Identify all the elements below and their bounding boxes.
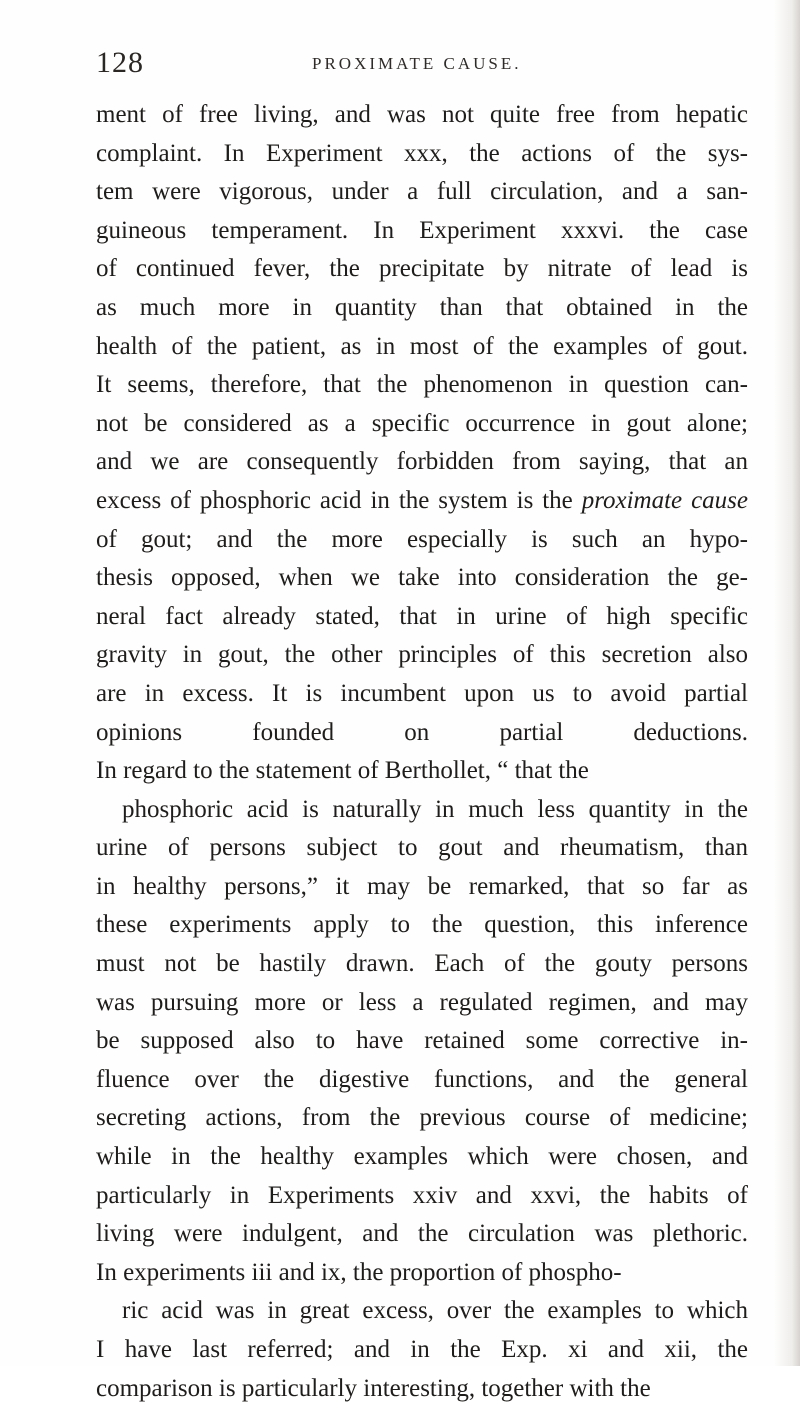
text-line: of continued fever, the precipitate by nitrate of lead is	[96, 255, 748, 283]
text-line: be supposed also to have retained some corrective in-	[96, 1027, 748, 1055]
text-line: these experiments apply to the question, this inference	[96, 911, 748, 939]
text-line: in healthy persons,” it may be remarked, that so far as	[96, 872, 748, 900]
text-line: ment of free living, and was not quite free from hepatic	[96, 101, 748, 128]
text-line: and we are consequently forbidden from saying, that an	[96, 448, 748, 476]
page-header	[96, 46, 736, 86]
paragraph-start-line: phosphoric acid is naturally in much less quantity in the	[122, 795, 748, 823]
text-line: opinions founded on partial deductions.	[96, 718, 748, 746]
text-line: neral fact already stated, that in urine of high specific	[96, 602, 748, 630]
text-line: not be considered as a specific occurrence in gout alone;	[96, 409, 748, 437]
text-line: of gout; and the more especially is such an hypo-	[96, 525, 748, 553]
text-line: health of the patient, as in most of the examples of gout.	[96, 332, 748, 360]
running-head: PROXIMATE CAUSE.	[312, 54, 522, 73]
text-line: while in the healthy examples which were chosen, and	[96, 1143, 748, 1171]
text-line: fluence over the digestive functions, and the general	[96, 1065, 748, 1093]
text-line: living were indulgent, and the circulation was plethoric.	[96, 1220, 748, 1248]
text-line: are in excess. It is incumbent upon us to avoid partial	[96, 679, 748, 707]
italic-phrase: proximate cause	[581, 486, 748, 514]
text-line: as much more in quantity than that obtained in the	[96, 293, 748, 321]
text-line: particularly in Experiments xxiv and xxvi, the habits of	[96, 1181, 748, 1209]
text-line: urine of persons subject to gout and rheumatism, than	[96, 834, 748, 862]
text-line: gravity in gout, the other principles of this secretion also	[96, 641, 748, 669]
paragraph-start-line: ric acid was in great excess, over the examples to which	[122, 1297, 748, 1325]
text-line: complaint. In Experiment xxx, the actions of the sys-	[96, 139, 748, 167]
text-line: guineous temperament. In Experiment xxxvi. the case	[96, 216, 748, 244]
text-line: secreting actions, from the previous course of medicine;	[96, 1104, 748, 1132]
text-line: I have last referred; and in the Exp. xi and xii, the	[96, 1336, 748, 1363]
page-edge-shadow	[774, 0, 800, 1366]
text-line-with-italic	[96, 482, 748, 521]
text-segment: excess of phosphoric acid in the system is the	[96, 486, 573, 514]
text-line: tem were vigorous, under a full circulation, and a san-	[96, 178, 748, 206]
text-line: thesis opposed, when we take into consideration the ge-	[96, 564, 748, 592]
text-line: In experiments iii and ix, the proportion of phospho-	[96, 1258, 622, 1286]
page-number: 128	[96, 46, 144, 79]
text-line: In regard to the statement of Berthollet, “ that the	[96, 757, 589, 785]
text-line: It seems, therefore, that the phenomenon in question can-	[96, 371, 748, 399]
body-text	[96, 96, 748, 1408]
text-line: was pursuing more or less a regulated regimen, and may	[96, 988, 748, 1016]
text-line: comparison is particularly interesting, together with the	[96, 1374, 651, 1402]
text-line: must not be hastily drawn. Each of the gouty persons	[96, 950, 748, 978]
